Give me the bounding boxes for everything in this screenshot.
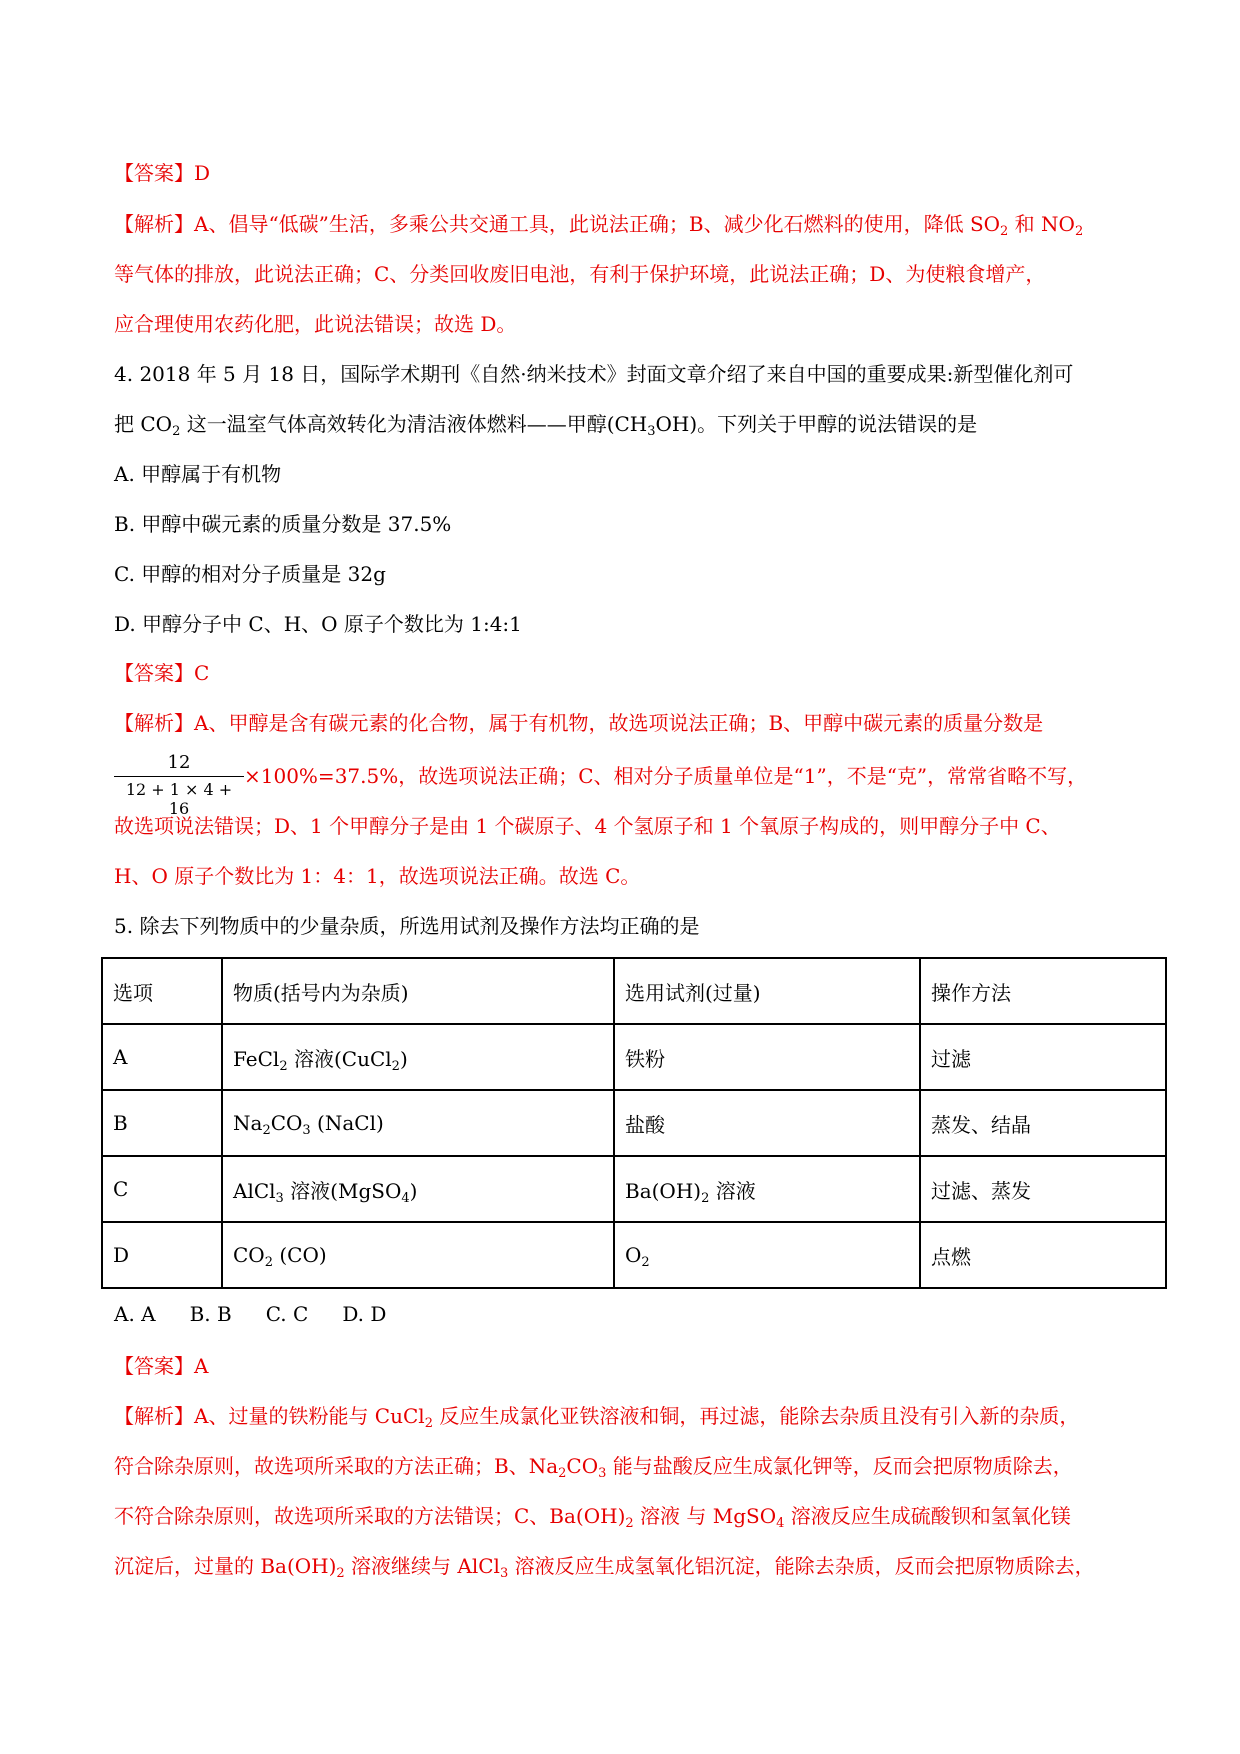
q3-analysis-line3: 应合理使用农药化肥，此说法错误；故选 D。 (114, 312, 517, 336)
q5-stem: 5. 除去下列物质中的少量杂质，所选用试剂及操作方法均正确的是 (114, 914, 700, 938)
mass-fraction-formula (114, 752, 244, 818)
q3-analysis-line1: 【解析】A、倡导“低碳”生活，多乘公共交通工具，此说法正确；B、减少化石燃料的使用，降低 $SO_2$ 和 $NO_2$ (114, 212, 1084, 239)
q5-analysis-line4: 沉淀后，过量的 $Ba(OH)_2$ 溶液继续与 AlCl$_3$ 溶液反应生成氢氧化铝沉淀，能除去杂质，反而会把原物质除去， (114, 1554, 1095, 1581)
substance-cell: $Na_2CO_3$ (NaCl) (222, 1090, 614, 1156)
q5-choices (114, 1300, 420, 1328)
reagent-cell: $O_2$ (614, 1222, 920, 1288)
choice-a: A. A (114, 1302, 156, 1326)
q3-answer: 【答案】D (114, 161, 211, 185)
fraction-bar (114, 776, 244, 777)
table-row (102, 1156, 1166, 1222)
table-row (102, 1222, 1166, 1288)
q4-option-c: C. 甲醇的相对分子质量是 32g (114, 562, 386, 586)
method-cell: 过滤、蒸发 (920, 1156, 1166, 1222)
fraction-numerator: 12 (167, 752, 191, 773)
q4-analysis-line2: ×100%=37.5%，故选项说法正确；C、相对分子质量单位是“1”，不是“克”，常常省略不写， (244, 764, 1088, 788)
q5-analysis-line1: 【解析】A、过量的铁粉能与 CuCl$_2$ 反应生成氯化亚铁溶液和铜，再过滤，能除去杂质且没有引入新的杂质， (114, 1404, 1080, 1431)
reagent-cell: 铁粉 (614, 1024, 920, 1090)
q5-analysis-line3: 不符合除杂原则，故选项所采取的方法错误；C、$Ba(OH)_2$ 溶液 与 MgSO$_4$ 溶液反应生成硫酸钡和氢氧化镁 (114, 1504, 1071, 1531)
q4-option-b: B. 甲醇中碳元素的质量分数是 37.5% (114, 512, 452, 536)
choice-c: C. C (265, 1302, 309, 1326)
table-header-cell: 选项 (102, 958, 222, 1024)
option-cell: A (102, 1024, 222, 1090)
table-header-row (102, 958, 1166, 1024)
option-cell: C (102, 1156, 222, 1222)
q4-stem-line1: 4. 2018 年 5 月 18 日，国际学术期刊《自然·纳米技术》封面文章介绍了来自中国的重要成果:新型催化剂可 (114, 362, 1074, 386)
q5-answer: 【答案】A (114, 1354, 209, 1378)
substance-cell: $CO_2$ (CO) (222, 1222, 614, 1288)
table-row (102, 1024, 1166, 1090)
method-cell: 点燃 (920, 1222, 1166, 1288)
q4-stem-line2: 把 $CO_2$ 这一温室气体高效转化为清洁液体燃料——甲醇$(CH_3OH)$。下列关于甲醇的说法错误的是 (114, 412, 978, 439)
table-header-cell: 物质(括号内为杂质) (222, 958, 614, 1024)
q4-analysis-line4: H、O 原子个数比为 1：4：1，故选项说法正确。故选 C。 (114, 864, 641, 888)
q4-answer: 【答案】C (114, 661, 210, 685)
method-cell: 过滤 (920, 1024, 1166, 1090)
table-header-cell: 操作方法 (920, 958, 1166, 1024)
substance-cell: AlCl$_3$ 溶液(MgSO$_4$) (222, 1156, 614, 1222)
option-cell: D (102, 1222, 222, 1288)
q4-option-a: A. 甲醇属于有机物 (114, 462, 282, 486)
fraction-denominator: 12 + 1 × 4 + 16 (125, 780, 233, 818)
q5-analysis-line2: 符合除杂原则，故选项所采取的方法正确；B、$Na_2CO_3$ 能与盐酸反应生成氯化钾等，反而会把原物质除去， (114, 1454, 1073, 1481)
q4-analysis-line3: 故选项说法错误；D、1 个甲醇分子是由 1 个碳原子、4 个氢原子和 1 个氧原子构成的，则甲醇分子中 C、 (114, 814, 1061, 838)
q4-option-d: D. 甲醇分子中 C、H、O 原子个数比为 1:4:1 (114, 612, 522, 636)
option-cell: B (102, 1090, 222, 1156)
q3-analysis-line2: 等气体的排放，此说法正确；C、分类回收废旧电池，有利于保护环境，此说法正确；D、为使粮食增产， (114, 262, 1046, 286)
choice-b: B. B (189, 1302, 232, 1326)
q5-table (101, 957, 1167, 1289)
reagent-cell: $Ba(OH)_2$ 溶液 (614, 1156, 920, 1222)
table-header-cell: 选用试剂(过量) (614, 958, 920, 1024)
reagent-cell: 盐酸 (614, 1090, 920, 1156)
choice-d: D. D (342, 1302, 387, 1326)
q4-analysis-line1: 【解析】A、甲醇是含有碳元素的化合物，属于有机物，故选项说法正确；B、甲醇中碳元素的质量分数是 (114, 711, 1044, 735)
table-row (102, 1090, 1166, 1156)
substance-cell: FeCl$_2$ 溶液(CuCl$_2$) (222, 1024, 614, 1090)
method-cell: 蒸发、结晶 (920, 1090, 1166, 1156)
